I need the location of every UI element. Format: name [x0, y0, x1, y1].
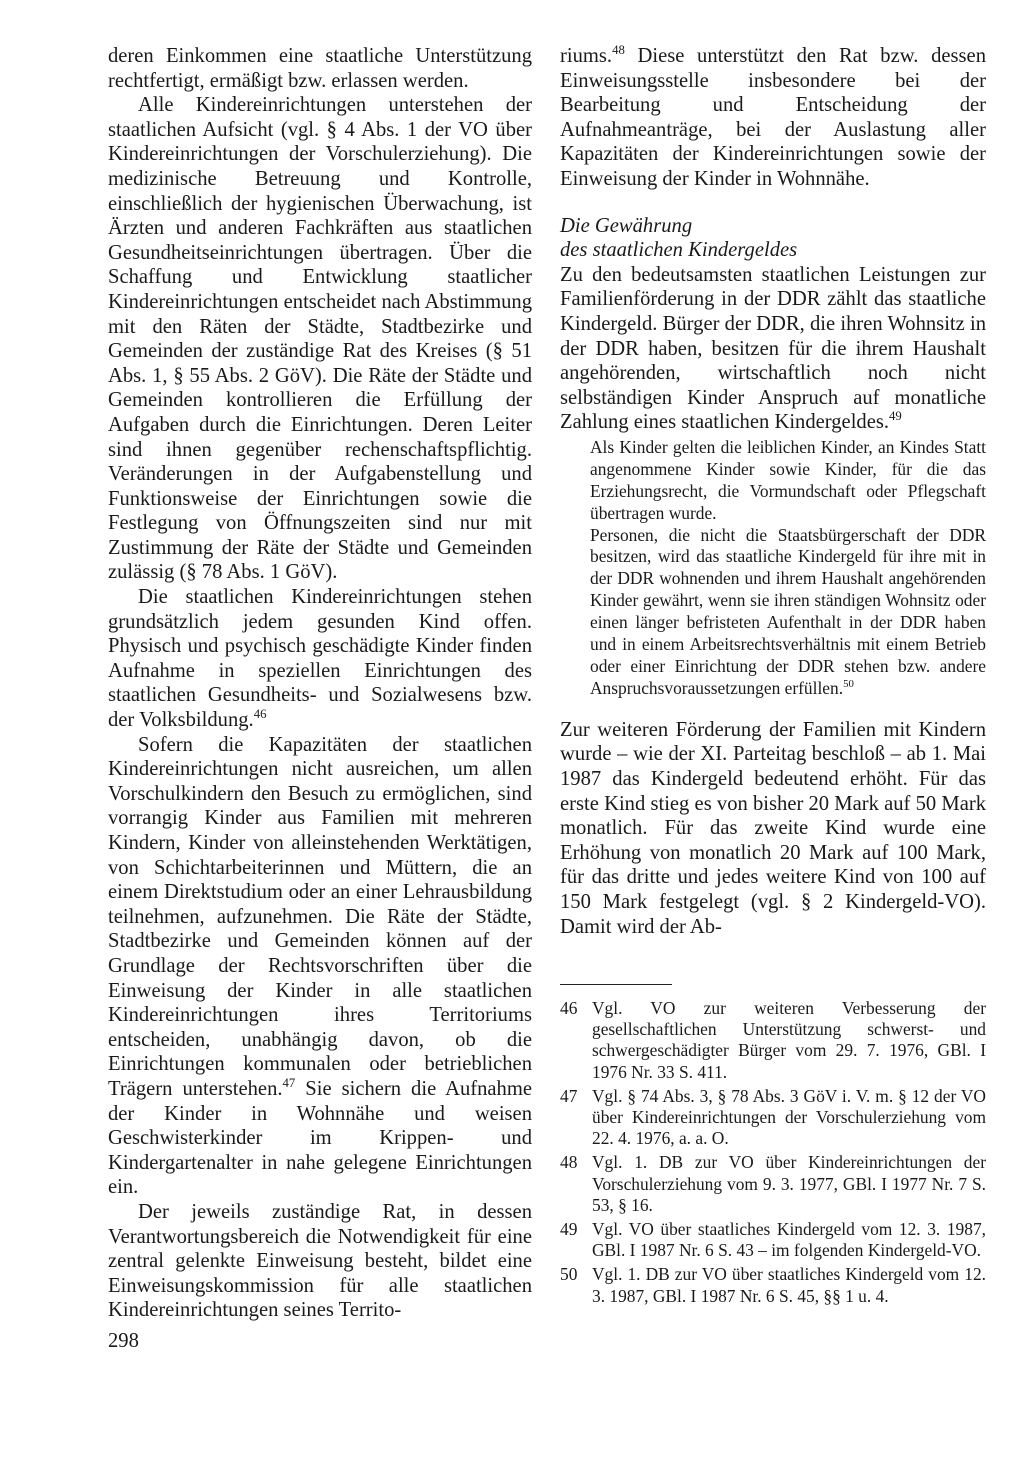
footnote-number: 49: [560, 1219, 578, 1240]
footnote-text: Vgl. § 74 Abs. 3, § 78 Abs. 3 GöV i. V. m. § 12 der VO über Kindereinrichtungen der Vorschulerziehung vom 22. 4. 1976, a. a. O.: [592, 1085, 986, 1149]
footnote-text: Vgl. 1. DB zur VO über Kindereinrichtungen der Vorschulerziehung vom 9. 3. 1977, GBl. I 1977 Nr. 7 S. 53, § 16.: [592, 1152, 986, 1215]
paragraph-text: Sofern die Kapazitäten der staatlichen Kindereinrichtungen nicht ausreichen, um allen Vorschulkindern den Besuch zu ermöglichen, sind vorrangig Kinder aus Familien mit mehreren Kindern, Kinder von alleinstehenden Werktätigen, von Schichtarbeiterinnen und Müttern, die an einem Direktstudium oder an einer Lehrausbildung teilnehmen, aufzunehmen. Die Räte der Städte, Stadtbezirke und Gemeinden können auf der Grundlage der Rechtsvorschriften über die Einweisung der Kinder in alle staatlichen Kindereinrichtungen ihres Territoriums entscheiden, unabhängig davon, ob die Einrichtungen kommunalen oder betrieblichen Trägern unterstehen.: [108, 733, 532, 1100]
footnote-text: Vgl. 1. DB zur VO über staatliches Kindergeld vom 12. 3. 1987, GBl. I 1987 Nr. 6 S. 45, §§ 1 u. 4.: [592, 1264, 986, 1306]
paragraph: [108, 585, 532, 733]
footnote-ref: 46: [253, 707, 267, 722]
footnote-text: Vgl. VO über staatliches Kindergeld vom 12. 3. 1987, GBl. I 1987 Nr. 6 S. 43 – im folgenden Kindergeld-VO.: [592, 1219, 986, 1261]
heading-line: Die Gewährung: [560, 214, 693, 237]
block-quote: [590, 437, 986, 700]
page-number: 298: [108, 1330, 139, 1352]
heading-line: des staatlichen Kindergeldes: [560, 239, 798, 262]
quote-paragraph: [590, 525, 986, 700]
paragraph-text: Die staatlichen Kindereinrichtungen stehen grundsätzlich jedem gesunden Kind offen. Physisch und psychisch geschädigte Kinder finden Aufnahme in speziellen Einrichtungen des staatlichen Gesundheits- und Sozialwesens bzw. der Volksbildung.: [108, 586, 532, 732]
footnote-ref: 47: [282, 1076, 296, 1091]
footnote-number: 48: [560, 1152, 578, 1173]
paragraph-text: riums.: [560, 45, 613, 67]
paragraph: [108, 733, 532, 1200]
footnote-number: 47: [560, 1085, 578, 1106]
paragraph: deren Einkommen eine staatliche Unterstützung rechtfertigt, ermäßigt bzw. erlassen werden.: [108, 45, 532, 92]
paragraph-text: Zu den bedeutsamsten staatlichen Leistungen zur Familienförderung in der DDR zählt das staatliche Kindergeld. Bürger der DDR, die ihren Wohnsitz in der DDR haben, besitzen für die ihrem Haushalt angehörenden, wirtschaftlich noch nicht selbständigen Kinder Anspruch auf monatliche Zahlung eines staatlichen Kindergeldes.: [560, 263, 986, 434]
quote-paragraph: Als Kinder gelten die leiblichen Kinder, an Kindes Statt angenommene Kinder sowie Kinder, für die das Erziehungsrecht, die Vormundschaft oder Pflegschaft übertragen wurde.: [590, 436, 986, 523]
footnote-number: 46: [560, 998, 578, 1018]
right-column: [560, 44, 986, 939]
paragraph-text-tail: Sie sichern die Aufnahme der Kinder in Wohnnähe und weisen Geschwisterkinder im Krippen- und Kindergartenalter in nahe gelegene Einrichtungen ein.: [108, 1077, 532, 1199]
paragraph: Alle Kindereinrichtungen unterstehen der staatlichen Aufsicht (vgl. § 4 Abs. 1 der VO über Kindereinrichtungen der Vorschulerziehung). Die medizinische Betreuung und Kontrolle, einschließlich der hygienischen Überwachung, ist Ärzten und anderen Fachkräften aus staatlichen Gesundheitseinrichtungen übertragen. Über die Schaffung und Entwicklung staatlicher Kindereinrichtungen entscheidet nach Abstimmung mit den Räten der Städte, Stadtbezirke und Gemeinden der zuständige Rat des Kreises (§ 51 Abs. 1, § 55 Abs. 2 GöV). Die Räte der Städte und Gemeinden kontrollieren die Erfüllung der Aufgaben durch die Einrichtungen. Deren Leiter sind ihnen gegenüber rechenschaftspflichtig. Veränderungen in der Aufgabenstellung und Funktionsweise der Einrichtungen sowie die Festlegung von Öffnungszeiten sind nur mit Zustimmung der Räte der Städte und Gemeinden zulässig (§ 78 Abs. 1 GöV).: [108, 94, 532, 584]
footnote-number: 50: [560, 1264, 578, 1285]
paragraph: Der jeweils zuständige Rat, in dessen Verantwortungsbereich die Notwendigkeit für eine zentral gelenkte Einweisung besteht, bildet eine Einweisungskommission für alle staatlichen Kindereinrichtungen seines Territo-: [108, 1200, 532, 1322]
footnotes: [560, 998, 986, 1310]
footnote: [560, 1219, 986, 1261]
footnote-text: Vgl. VO zur weiteren Verbesserung der gesellschaftlichen Unterstützung schwerst- und schwergeschädigter Bürger vom 29. 7. 1976, GBl. I 1976 Nr. 33 S. 411.: [592, 998, 986, 1082]
footnote-ref: 49: [889, 409, 902, 424]
footnote: [560, 1264, 986, 1306]
footnote: [560, 998, 986, 1083]
paragraph: [560, 263, 986, 435]
footnote: [560, 1086, 986, 1150]
paragraph: Zur weiteren Förderung der Familien mit Kindern wurde – wie der XI. Parteitag beschloß – ab 1. Mai 1987 das Kindergeld bedeutend erhöht. Für das erste Kind stieg es von bisher 20 Mark auf 50 Mark monatlich. Für das zweite Kind wurde eine Erhöhung von monatlich 20 Mark auf 100 Mark, für das dritte und jedes weitere Kind von 100 auf 150 Mark festgelegt (vgl. § 2 Kindergeld-VO). Damit wird der Ab-: [560, 718, 986, 938]
footnote-ref: 50: [843, 678, 854, 691]
footnote-divider: [560, 984, 672, 985]
section-heading: [560, 214, 986, 263]
footnote-ref: 48: [612, 43, 625, 58]
paragraph-text-tail: Diese unterstützt den Rat bzw. dessen Einweisungsstelle insbesondere bei der Bearbeitung und Entscheidung der Aufnahmeanträge, bei der Auslastung aller Kapazitäten der Kindereinrichtungen sowie der Einweisung der Kinder in Wohnnähe.: [560, 45, 986, 190]
footnote: [560, 1152, 986, 1216]
left-column: [108, 44, 532, 1323]
quote-text: Personen, die nicht die Staatsbürgerschaft der DDR besitzen, wird das staatliche Kindergeld für ihre mit in der DDR wohnenden und ihrem Haushalt angehörenden Kinder gewährt, wenn sie ihren ständigen Wohnsitz oder einen länger befristeten Aufenthalt in der DDR haben und in einem Arbeitsrechtsverhältnis mit einem Betrieb oder einer Einrichtung der DDR stehen bzw. andere Anspruchsvoraussetzungen erfüllen.: [590, 524, 986, 698]
paragraph: [560, 44, 986, 192]
